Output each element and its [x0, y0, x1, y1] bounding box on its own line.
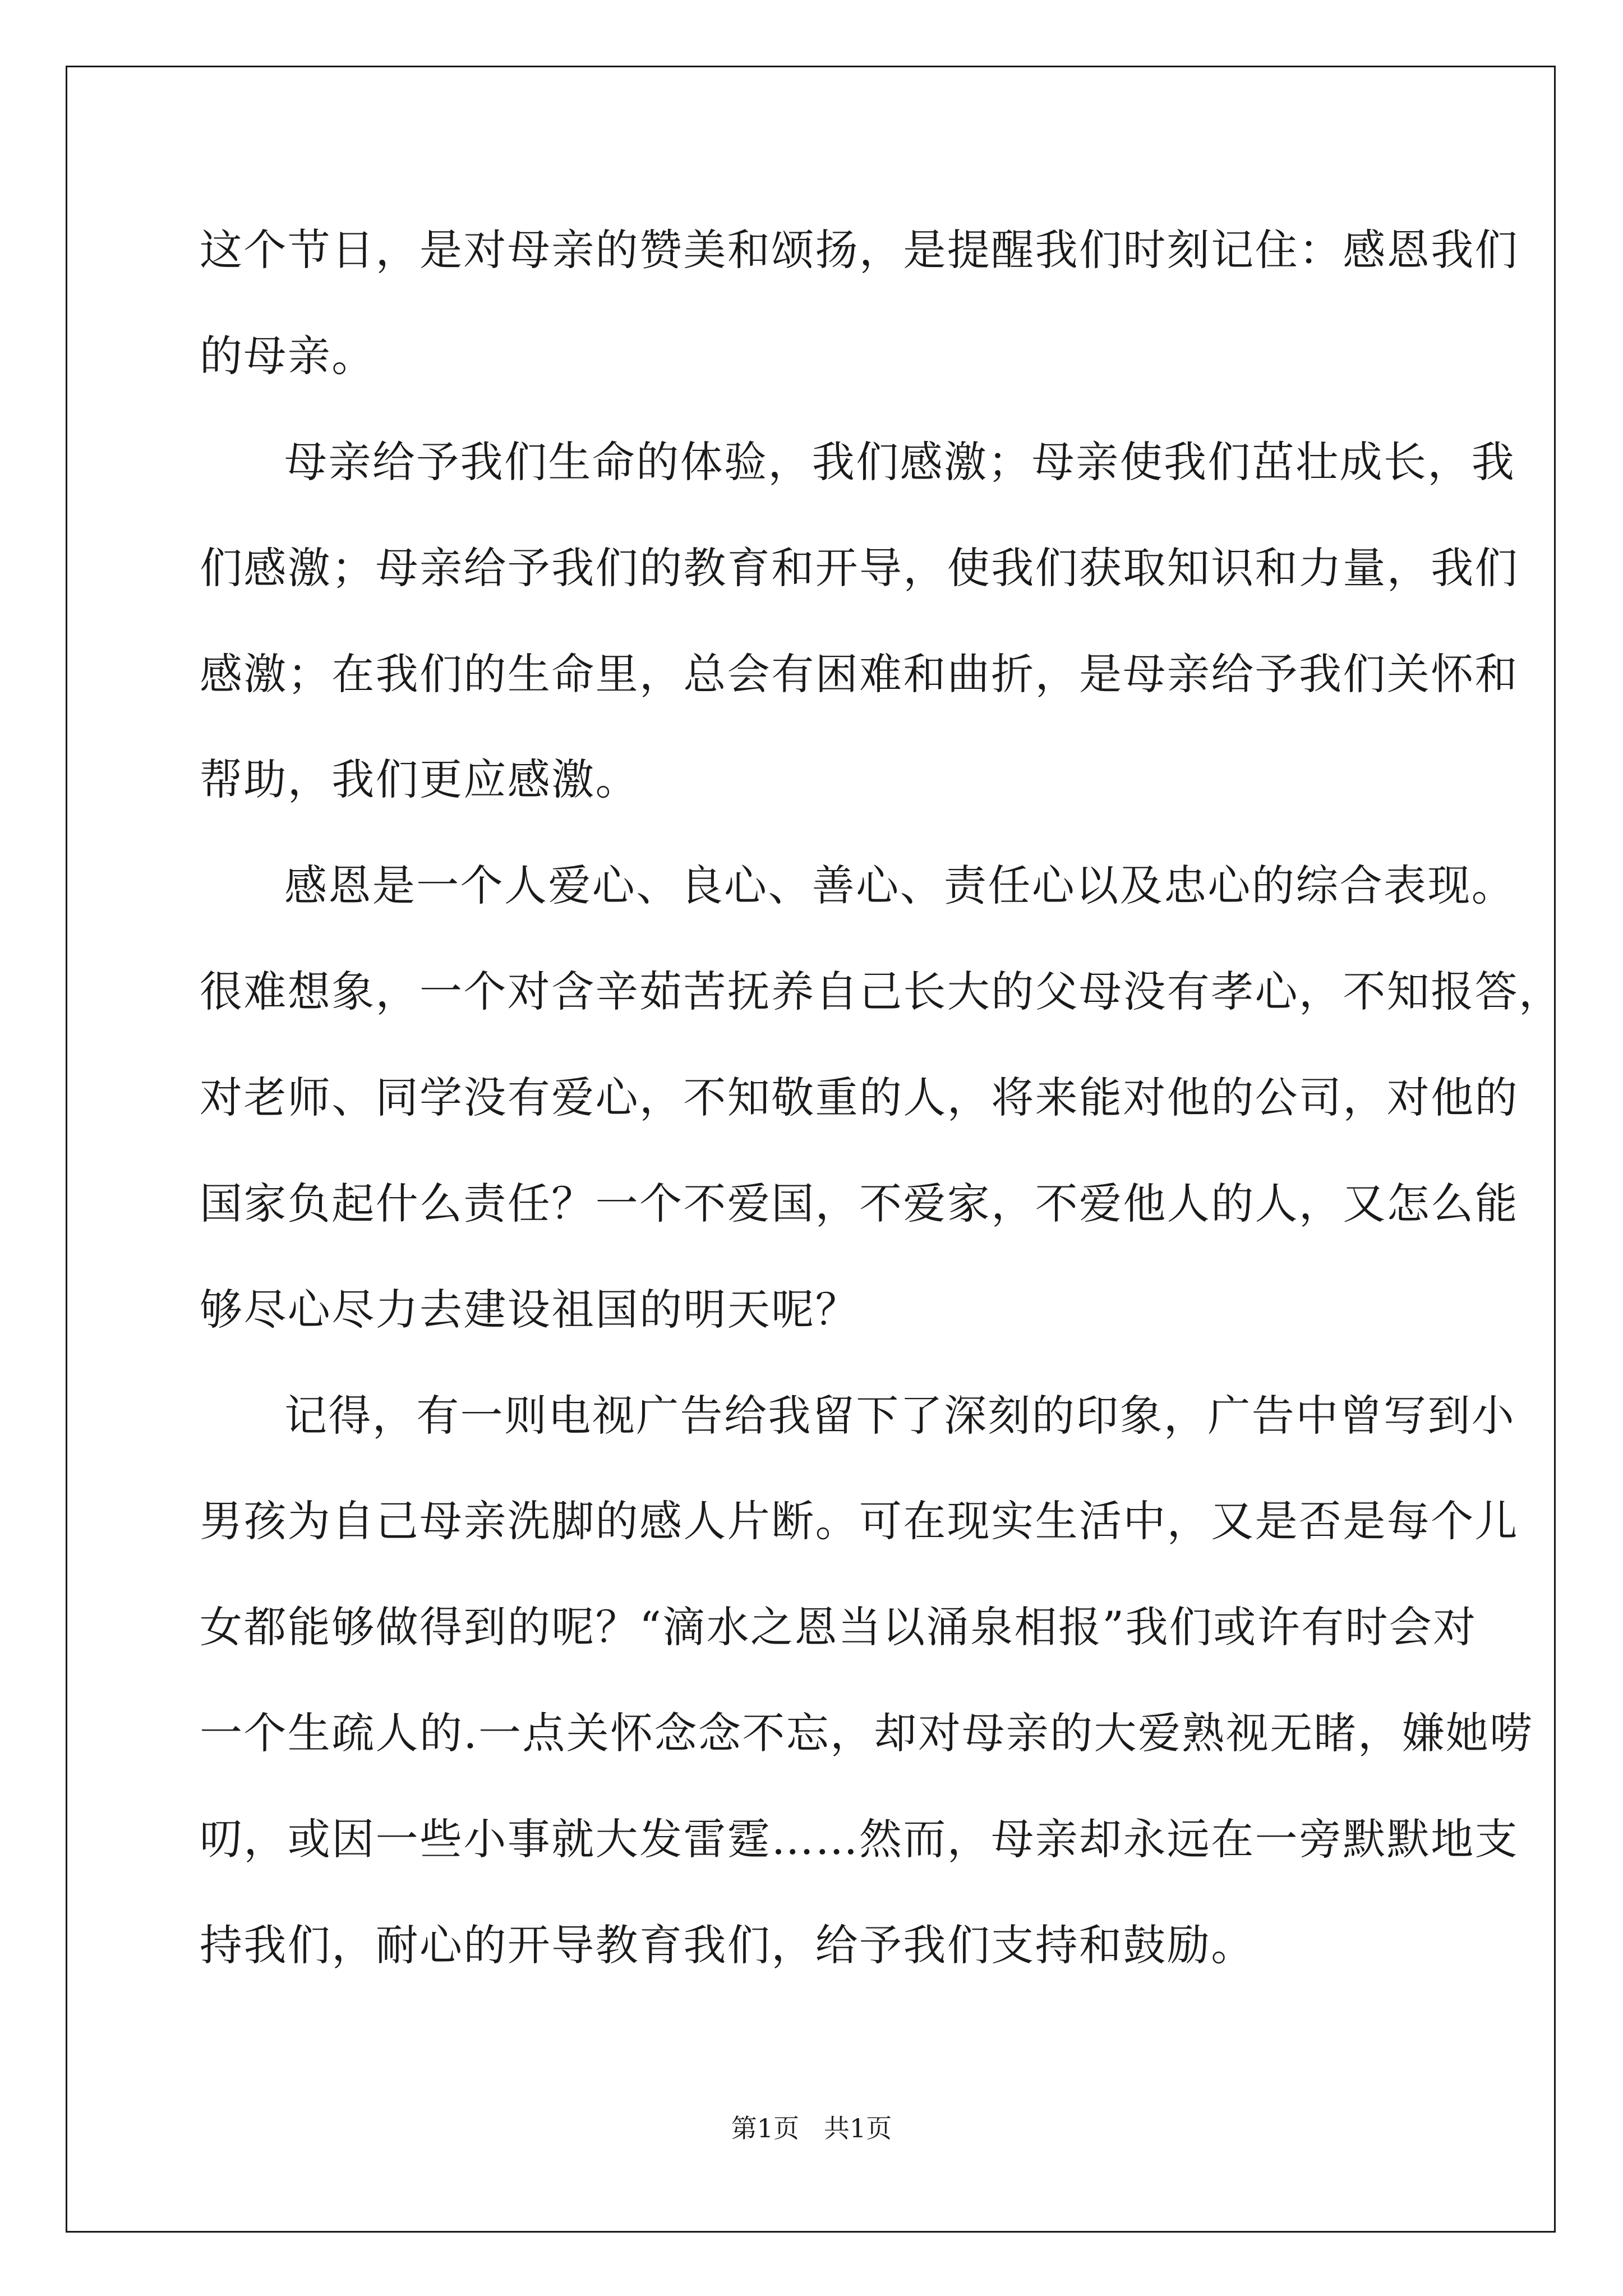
text-line-10: 国家负起什么责任？一个不爱国，不爱家，不爱他人的人，又怎么能 — [200, 1179, 1519, 1228]
text-line-3: 母亲给予我们生命的体验，我们感激；母亲使我们茁壮成长，我 — [284, 437, 1516, 487]
text-line-6: 帮助，我们更应感激。 — [200, 754, 639, 804]
text-line-14: 女都能够做得到的呢？“滴水之恩当以涌泉相报”我们或许有时会对 — [200, 1602, 1477, 1652]
text-line-12: 记得，有一则电视广告给我留下了深刻的印象，广告中曾写到小 — [284, 1391, 1516, 1441]
page-border — [66, 66, 1556, 2233]
text-line-8: 很难想象，一个对含辛茹苦抚养自己长大的父母没有孝心，不知报答， — [200, 967, 1563, 1016]
text-line-4: 们感激；母亲给予我们的教育和开导，使我们获取知识和力量，我们 — [200, 543, 1519, 593]
text-line-2: 的母亲。 — [200, 331, 376, 381]
text-line-9: 对老师、同学没有爱心，不知敬重的人，将来能对他的公司，对他的 — [200, 1073, 1519, 1122]
text-line-7: 感恩是一个人爱心、良心、善心、责任心以及忠心的综合表现。 — [284, 861, 1516, 910]
text-line-17: 持我们，耐心的开导教育我们，给予我们支持和鼓励。 — [200, 1920, 1255, 1970]
text-line-1: 这个节日，是对母亲的赞美和颂扬，是提醒我们时刻记住：感恩我们 — [200, 225, 1519, 275]
text-line-16: 叨，或因一些小事就大发雷霆……然而，母亲却永远在一旁默默地支 — [200, 1814, 1519, 1864]
text-line-5: 感激；在我们的生命里，总会有困难和曲折，是母亲给予我们关怀和 — [200, 649, 1519, 699]
text-line-11: 够尽心尽力去建设祖国的明天呢？ — [200, 1285, 859, 1335]
page-footer: 第1页 共1页 — [731, 2113, 892, 2143]
text-line-13: 男孩为自己母亲洗脚的感人片断。可在现实生活中，又是否是每个儿 — [200, 1496, 1519, 1546]
text-line-15: 一个生疏人的.一点关怀念念不忘，却对母亲的大爱熟视无睹，嫌她唠 — [200, 1708, 1534, 1758]
